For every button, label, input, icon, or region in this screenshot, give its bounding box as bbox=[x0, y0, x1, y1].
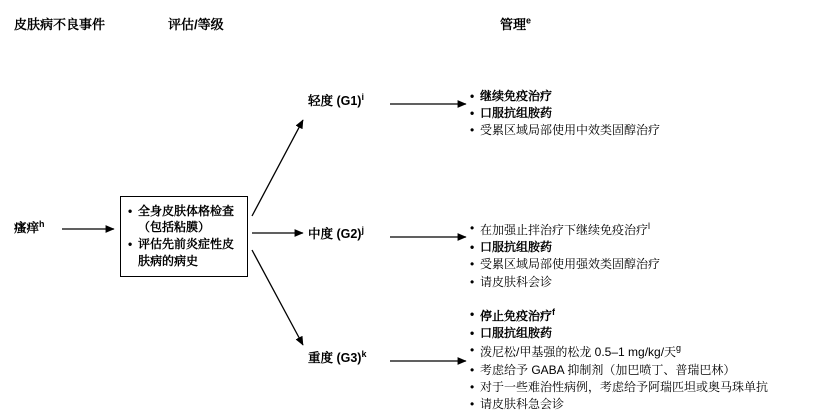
evaluation-list bbox=[128, 203, 240, 269]
list-item-superscript: f bbox=[552, 307, 556, 317]
list-item bbox=[470, 105, 800, 121]
stage-label-g1-text: 轻度 (G1) bbox=[308, 94, 362, 108]
list-item-superscript: g bbox=[676, 343, 682, 354]
column-header-management-superscript: e bbox=[526, 15, 532, 26]
list-item-text: 口服抗组胺药 bbox=[480, 240, 553, 255]
list-item bbox=[470, 342, 820, 360]
list-item-text: 受累区域局部使用中效类固醇治疗 bbox=[480, 123, 661, 138]
list-item-text: 对于一些难治性病例，考虑给予阿瑞匹坦或奥马珠单抗 bbox=[480, 379, 769, 394]
column-header-event: 皮肤病不良事件 bbox=[14, 17, 106, 32]
list-item bbox=[470, 362, 820, 378]
stage-label-g2-superscript: j bbox=[361, 224, 364, 235]
list-item-text: 继续免疫治疗 bbox=[480, 89, 553, 103]
management-list-g1 bbox=[470, 88, 800, 139]
list-item-text: 泼尼松/甲基强的松龙 0.5–1 mg/kg/天 bbox=[480, 345, 677, 360]
management-list-g2 bbox=[470, 220, 800, 290]
list-item bbox=[470, 325, 820, 341]
stage-label-g1 bbox=[308, 91, 364, 109]
node-management-g2 bbox=[470, 220, 800, 291]
list-item-text: 受累区域局部使用强效类固醇治疗 bbox=[480, 257, 661, 272]
stage-label-g3-superscript: k bbox=[361, 348, 367, 359]
stage-label-g2-text: 中度 (G2) bbox=[308, 227, 362, 241]
list-item bbox=[470, 396, 820, 412]
list-item-text: 口服抗组胺药 bbox=[480, 106, 553, 121]
column-header-assessment: 评估/等级 bbox=[168, 17, 224, 32]
list-item-text: 在加强止拌治疗下继续免疫治疗 bbox=[480, 223, 649, 237]
node-evaluation bbox=[120, 196, 248, 277]
column-header-management-text: 管理 bbox=[500, 17, 527, 32]
list-item bbox=[470, 122, 800, 138]
list-item-text: 请皮肤科急会诊 bbox=[480, 396, 565, 411]
node-management-g1 bbox=[470, 88, 800, 140]
list-item: • 评估先前炎症性皮肤病的病史 bbox=[128, 236, 240, 268]
list-item bbox=[470, 306, 820, 324]
list-item bbox=[470, 220, 800, 238]
node-management-g3 bbox=[470, 306, 820, 412]
list-item bbox=[470, 256, 800, 272]
list-item: • 全身皮肤体格检查（包括粘膜） bbox=[128, 203, 240, 235]
list-item bbox=[470, 274, 800, 290]
list-item-superscript: l bbox=[648, 221, 651, 231]
stage-label-g1-superscript: i bbox=[361, 91, 364, 102]
node-adverse-event-superscript: h bbox=[39, 219, 45, 229]
list-item bbox=[470, 239, 800, 255]
list-item-text: 口服抗组胺药 bbox=[480, 326, 553, 341]
stage-label-g3-text: 重度 (G3) bbox=[308, 351, 362, 365]
list-item-text: 请皮肤科会诊 bbox=[480, 274, 553, 289]
stage-label-g2 bbox=[308, 224, 364, 242]
list-item-text: 停止免疫治疗 bbox=[480, 309, 553, 323]
list-item bbox=[470, 88, 800, 104]
list-item bbox=[470, 379, 820, 395]
column-header-management bbox=[500, 14, 531, 33]
stage-label-g3 bbox=[308, 348, 367, 366]
list-item-text: 考虑给予 GABA 抑制剂（加巴喷丁、普瑞巴林） bbox=[480, 362, 736, 377]
node-adverse-event-label: 瘙痒 bbox=[14, 221, 40, 236]
node-adverse-event-pruritus bbox=[14, 218, 45, 237]
management-list-g3 bbox=[470, 306, 820, 412]
